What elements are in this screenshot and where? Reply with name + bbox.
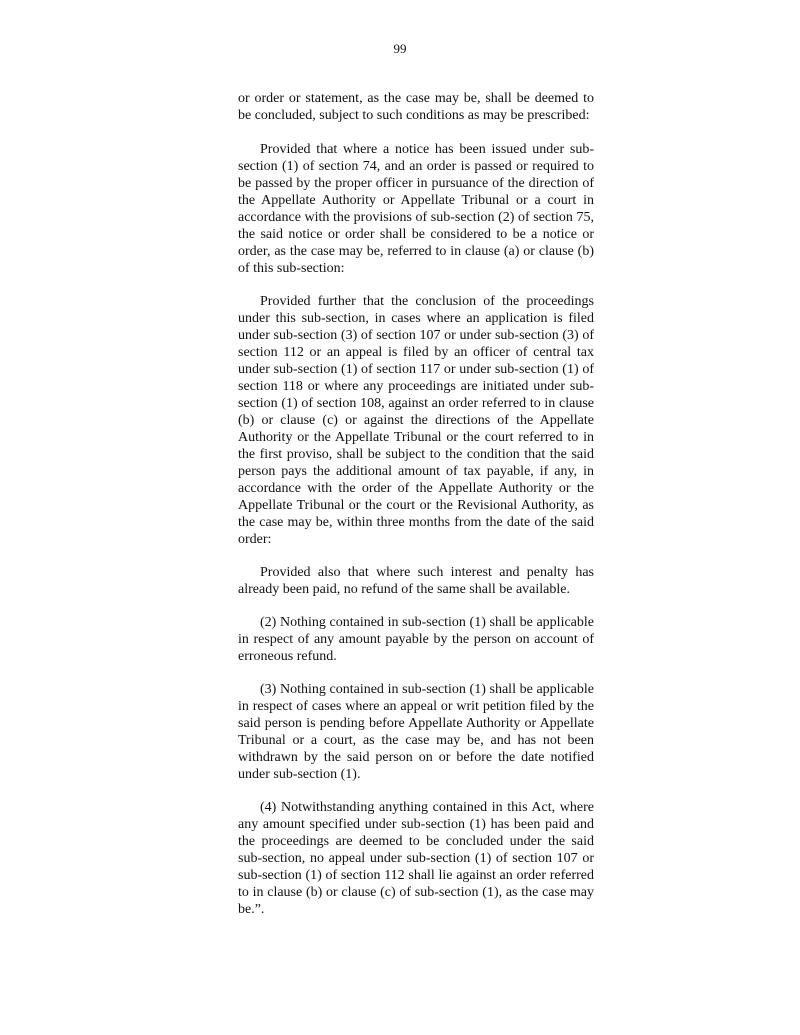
first-proviso-paragraph: Provided that where a notice has been issued under sub-section (1) of section 74, and an order is passed or required to be passed by the proper officer in pursuance of the direction of the Appellate Authority or Appellate Tribunal or a court in accordance with the provisions of sub-section (2) of section 75, the said notice or order shall be considered to be a notice or order, as the case may be, referred to in clause (a) or clause (b) of this sub-section:	[238, 142, 594, 276]
sub-section-2-paragraph: (2) Nothing contained in sub-section (1) shall be applicable in respect of any amount payable by the person on account of erroneous refund.	[238, 615, 594, 664]
second-proviso-paragraph: Provided further that the conclusion of the proceedings under this sub-section, in cases where an application is filed under sub-section (3) of section 107 or under sub-section (3) of section 112 or an appeal is filed by an officer of central tax under sub-section (1) of section 117 or under sub-section (1) of section 118 or where any proceedings are initiated under sub-section (1) of section 108, against an order referred to in clause (b) or clause (c) or against the directions of the Appellate Authority or the Appellate Tribunal or the court referred to in the first proviso, shall be subject to the condition that the said person pays the additional amount of tax payable, if any, in accordance with the order of the Appellate Authority or the Appellate Tribunal or the court or the Revisional Authority, as the case may be, within three months from the date of the said order:	[238, 294, 594, 547]
page-number: 99	[393, 41, 407, 56]
third-proviso-paragraph: Provided also that where such interest and penalty has already been paid, no refund of the same shall be available.	[238, 565, 594, 597]
sub-section-3-paragraph: (3) Nothing contained in sub-section (1) shall be applicable in respect of cases where an appeal or writ petition filed by the said person is pending before Appellate Authority or Appellate Tribunal or a court, as the case may be, and has not been withdrawn by the said person on or before the date notified under sub-section (1).	[238, 682, 594, 782]
document-body	[238, 90, 594, 934]
continuation-paragraph: or order or statement, as the case may be, shall be deemed to be concluded, subject to such conditions as may be prescribed:	[238, 91, 594, 123]
sub-section-4-paragraph: (4) Notwithstanding anything contained in this Act, where any amount specified under sub-section (1) has been paid and the proceedings are deemed to be concluded under the said sub-section, no appeal under sub-section (1) of section 107 or sub-section (1) of section 112 shall lie against an order referred to in clause (b) or clause (c) of sub-section (1), as the case may be.”.	[238, 800, 594, 917]
